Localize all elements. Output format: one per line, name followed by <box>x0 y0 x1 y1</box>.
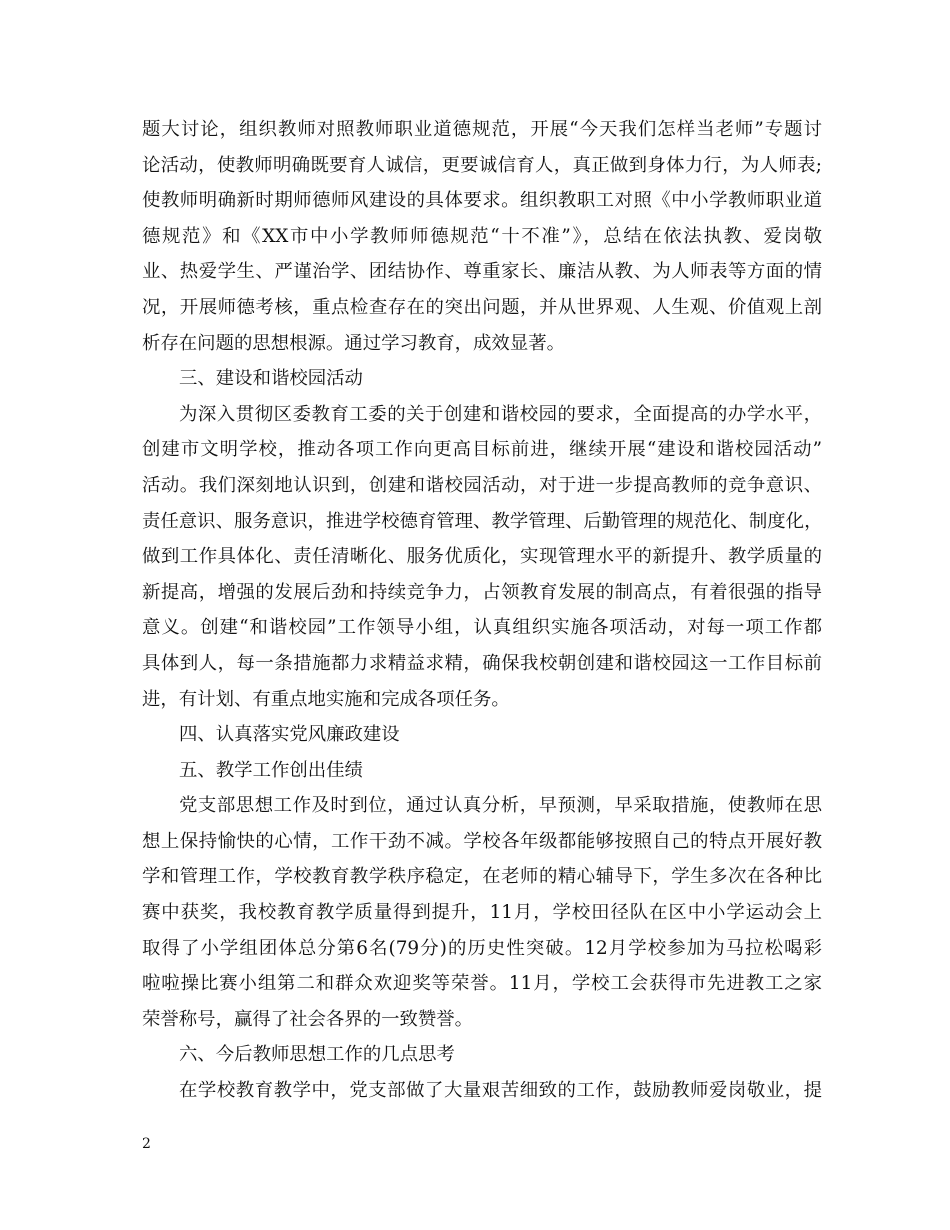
text-line: 做到工作具体化、责任清晰化、服务优质化，实现管理水平的新提升、教学质量的 <box>142 546 822 568</box>
text-line: 想上保持愉快的心情，工作干劲不减。学校各年级都能够按照自己的特点开展好教 <box>142 830 822 852</box>
text-line: 活动。我们深刻地认识到，创建和谐校园活动，对于进一步提高教师的竞争意识、 <box>142 474 822 496</box>
text-line: 赛中获奖，我校教育教学质量得到提升，11月，学校田径队在区中小学运动会上 <box>142 902 822 924</box>
text-line: 取得了小学组团体总分第6名(79分)的历史性突破。12月学校参加为马拉松喝彩 <box>142 937 822 959</box>
text-line: 使教师明确新时期师德师风建设的具体要求。组织教职工对照《中小学教师职业道 <box>142 190 822 212</box>
text-line: 新提高，增强的发展后劲和持续竞争力，占领教育发展的制高点，有着很强的指导 <box>142 581 822 603</box>
text-line: 啦啦操比赛小组第二和群众欢迎奖等荣誉。11月，学校工会获得市先进教工之家 <box>142 973 822 995</box>
text-line: 学和管理工作，学校教育教学秩序稳定，在老师的精心辅导下，学生多次在各种比 <box>142 866 822 888</box>
page-number: 2 <box>142 1136 151 1152</box>
text-line: 况，开展师德考核，重点检查存在的突出问题，并从世界观、人生观、价值观上剖 <box>142 296 822 318</box>
text-line: 题大讨论，组织教师对照教师职业道德规范，开展“今天我们怎样当老师”专题讨 <box>142 119 822 140</box>
text-line: 五、教学工作创出佳绩 <box>179 759 363 781</box>
text-line: 德规范》和《XX市中小学教师师德规范“十不准”》，总结在依法执教、爱岗敬 <box>142 225 822 247</box>
text-line: 在学校教育教学中，党支部做了大量艰苦细致的工作，鼓励教师爱岗敬业，提 <box>179 1080 822 1102</box>
text-line: 为深入贯彻区委教育工委的关于创建和谐校园的要求，全面提高的办学水平， <box>179 403 822 425</box>
text-line: 析存在问题的思想根源。通过学习教育，成效显著。 <box>142 332 565 354</box>
text-line: 责任意识、服务意识，推进学校德育管理、教学管理、后勤管理的规范化、制度化， <box>142 510 822 532</box>
body-text <box>142 112 822 1109</box>
text-line: 进，有计划、有重点地实施和完成各项任务。 <box>142 688 510 710</box>
text-line: 党支部思想工作及时到位，通过认真分析，早预测，早采取措施，使教师在思 <box>179 795 822 817</box>
text-line: 意义。创建“和谐校园”工作领导小组，认真组织实施各项活动，对每一项工作都 <box>142 617 822 639</box>
text-line: 具体到人，每一条措施都力求精益求精，确保我校朝创建和谐校园这一工作目标前 <box>142 652 822 674</box>
text-line: 论活动，使教师明确既要育人诚信，更要诚信育人，真正做到身体力行，为人师表; <box>142 154 822 176</box>
text-line: 荣誉称号，赢得了社会各界的一致赞誉。 <box>142 1008 474 1030</box>
text-line: 创建市文明学校，推动各项工作向更高目标前进，继续开展“建设和谐校园活动” <box>142 439 822 461</box>
text-line: 业、热爱学生、严谨治学、团结协作、尊重家长、廉洁从教、为人师表等方面的情 <box>142 261 822 283</box>
text-line: 六、今后教师思想工作的几点思考 <box>179 1044 455 1066</box>
text-line: 四、认真落实党风廉政建设 <box>179 724 400 746</box>
text-line: 三、建设和谐校园活动 <box>179 368 363 390</box>
